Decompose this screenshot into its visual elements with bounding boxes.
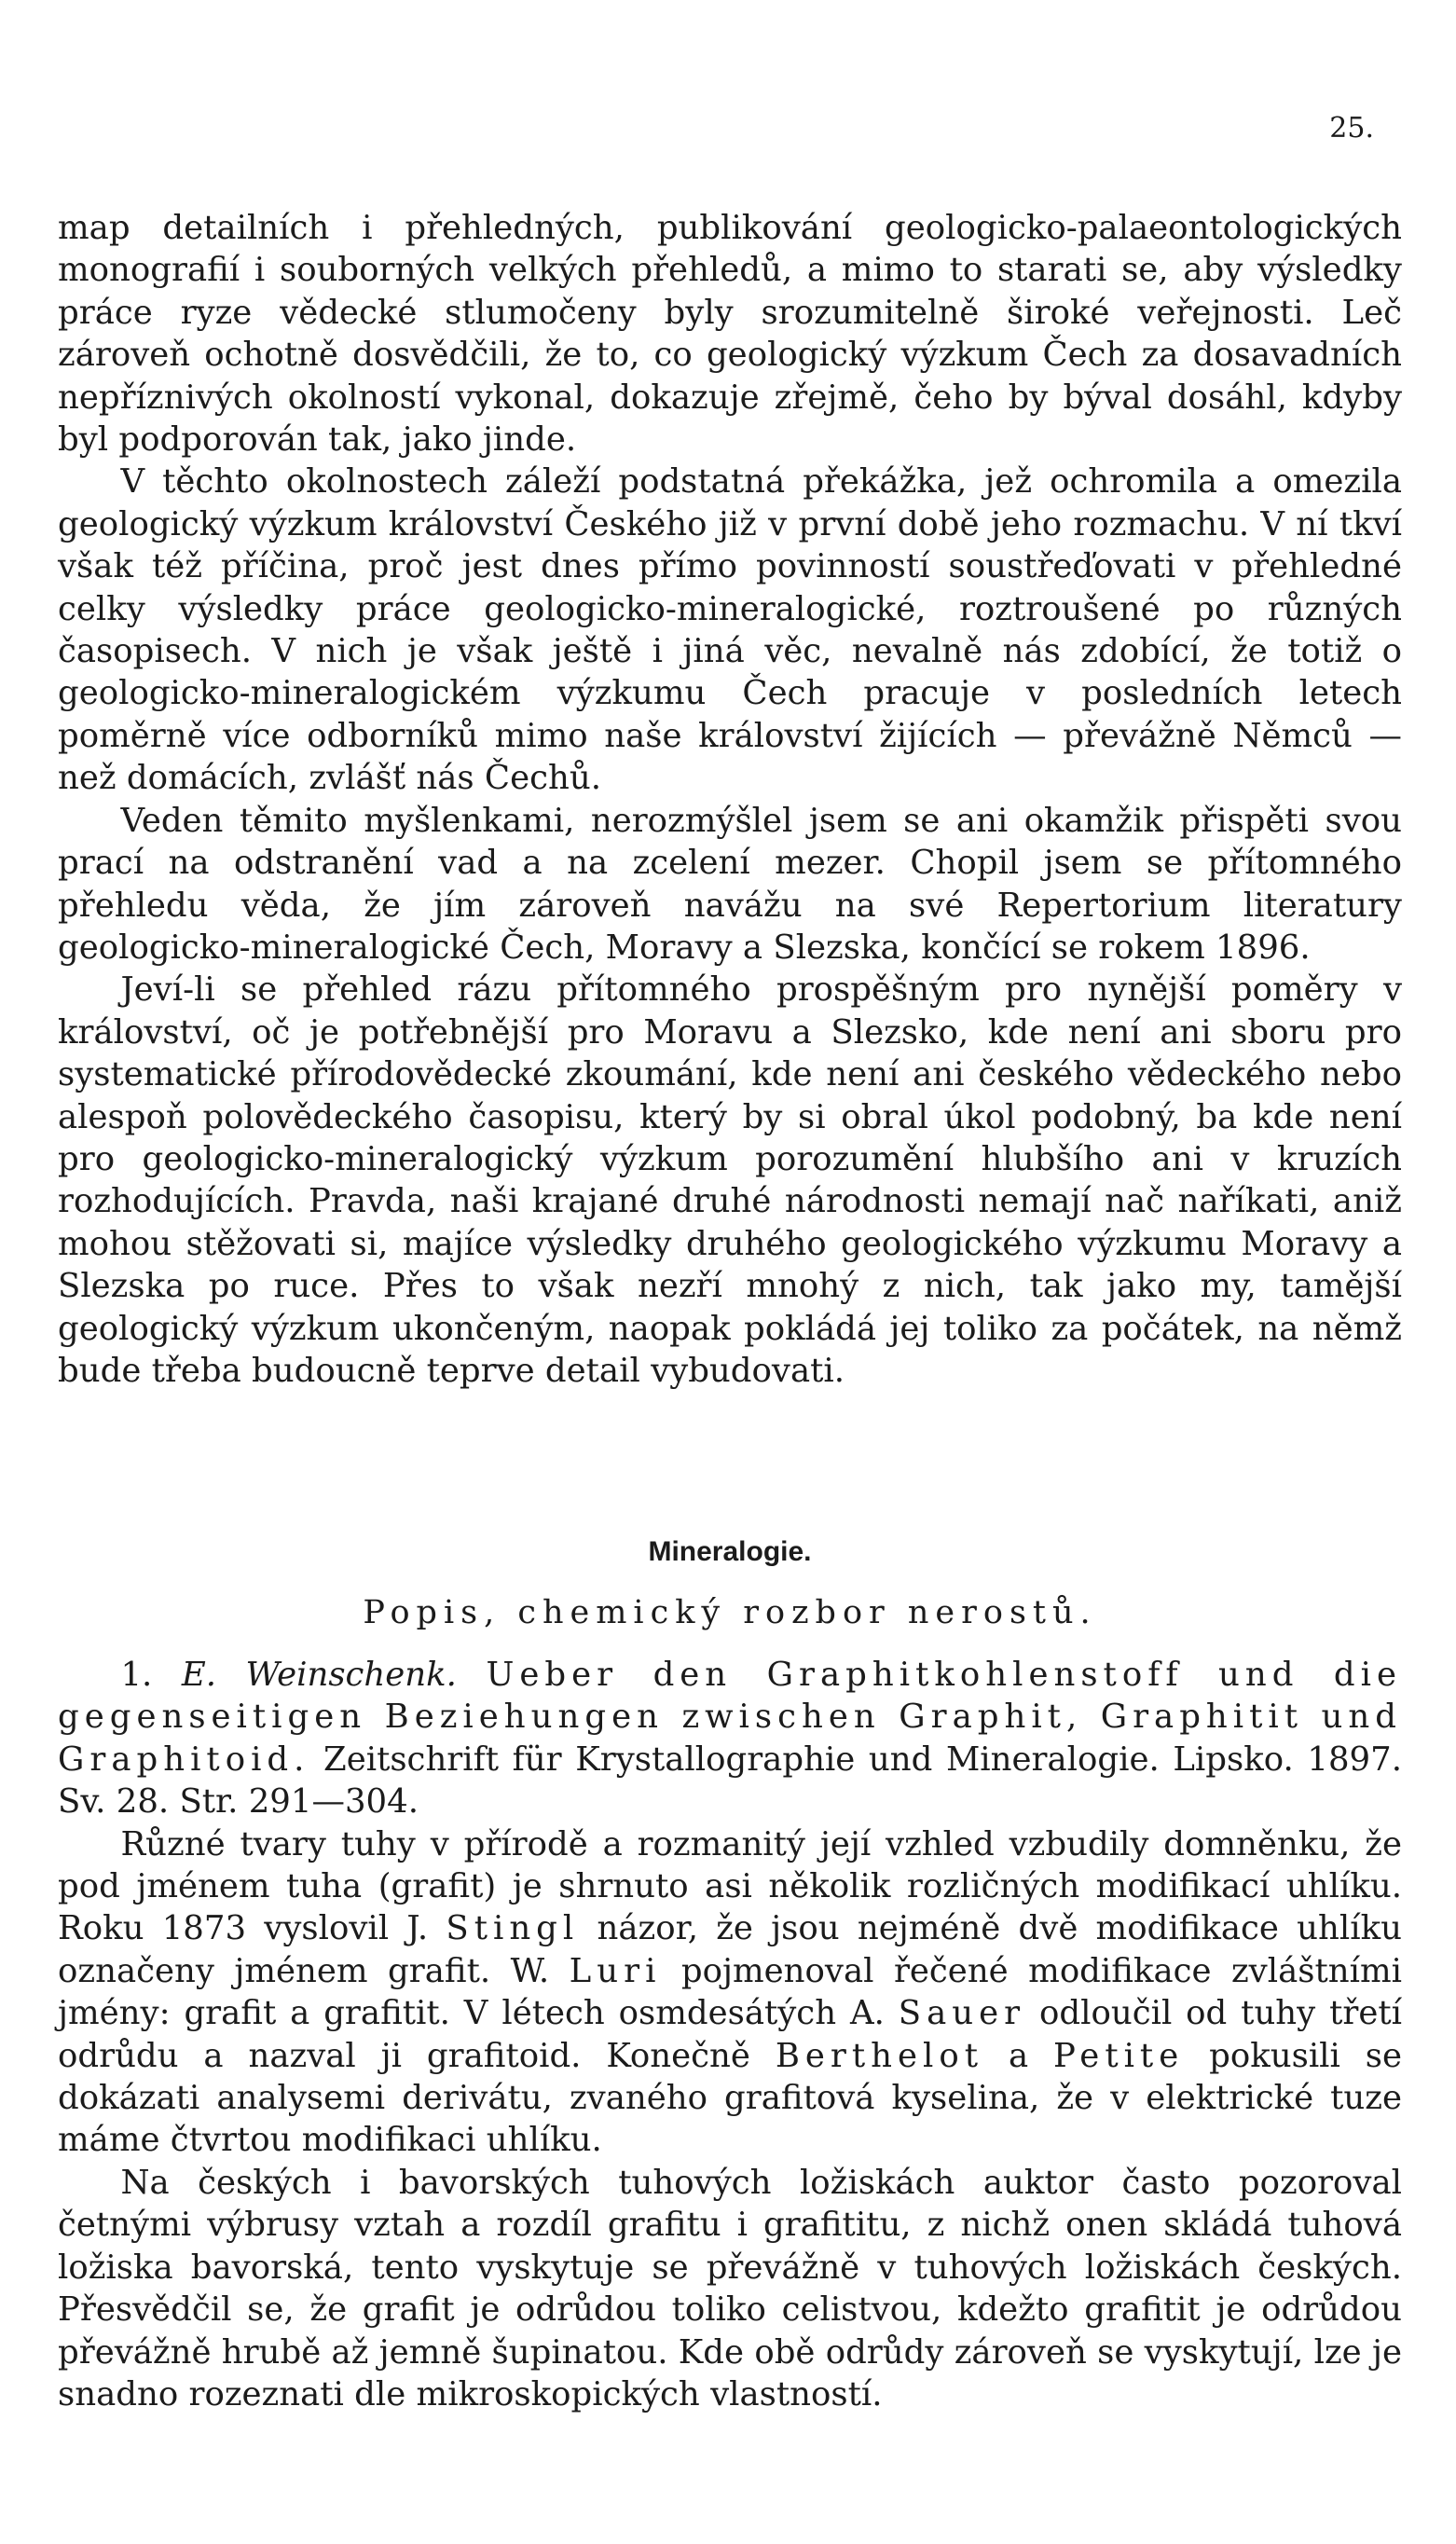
person-name-stingl: Stingl (446, 1909, 580, 1948)
paragraph-3: Veden těmito myšlenkami, nerozmýšlel jsem se ani okamžik přispěti svou prací na odstranění vad a na zcelení mezer. Chopil jsem se přítomného přehledu věda, že jím zároveň navážu na své Repertorium literatury geologicko-mineralogické Čech, Moravy a Slezska, končící se rokem 1896. (58, 801, 1402, 967)
intro-section (58, 207, 1402, 1392)
entry-title: Ueber den Graphitkohlenstoff und die gegenseitigen Beziehungen zwischen Graphit, Graphitit und Graphitoid. (58, 1656, 1402, 1779)
person-name-sauer: Sauer (898, 1994, 1026, 2033)
paragraph-5 (58, 1823, 1402, 2162)
bibliography-entry (58, 1654, 1402, 1823)
subheading-block (58, 1594, 1402, 1631)
person-name-berthelot: Berthelot (775, 2036, 984, 2075)
entry-number: 1. (120, 1656, 153, 1694)
entry-source: Zeitschrift für Krystallographie und Mineralogie. Lipsko. 1897. Sv. 28. Str. 291—304. (58, 1740, 1402, 1822)
paragraph-4: Jeví-li se přehled rázu přítomného prospěšným pro nynější poměry v království, oč je potřebnější pro Moravu a Slezsko, kde není ani sboru pro systematické přírodovědecké zkoumání, kde není ani českého vědeckého nebo alespoň polovědeckého časopisu, který by si obral úkol podobný, ba kde není pro geologicko-mineralogický výzkum porozumění hlubšího ani v kruzích rozhodujících. Pravda, naši krajané druhé národnosti nemají nač naříkati, aniž mohou stěžovati si, majíce výsledky druhého geologického výzkumu Moravy a Slezska po ruce. Přes to však nezří mnohý z nich, tak jako my, tamější geologický výzkum ukončeným, naopak pokládá jej toliko za počátek, na němž bude třeba budoucně teprve detail vybudovati. (58, 970, 1402, 1390)
paragraph-5-text-b: názor, že jsou nejméně dvě modifikace uhlíku označeny jménem grafit. W. (58, 1909, 1402, 1990)
entry-author: E. Weinschenk. (181, 1656, 457, 1694)
section-heading: Mineralogie. (648, 1536, 812, 1567)
paragraph-1: map detailních i přehledných, publikování geologicko-palaeontologických monografií i souborných velkých přehledů, a mimo to starati se, aby výsledky práce ryze vědecké stlumočeny byly srozumitelně široké veřejnosti. Leč zároveň ochotně dosvědčili, že to, co geologický výzkum Čech za dosavadních nepříznivých okolností vykonal, dokazuje zřejmě, čeho by býval dosáhl, kdyby byl podporován tak, jako jinde. (58, 209, 1402, 460)
paragraph-5-text-f: pokusili se dokázati analysemi derivátu, zvaného grafitová kyselina, že v elektrické tuze máme čtvrtou modifikaci uhlíku. (58, 2036, 1402, 2160)
section-heading-block (58, 1536, 1402, 1568)
section-subheading: Popis, chemický rozbor nerostů. (363, 1594, 1097, 1631)
paragraph-5-text-a: Různé tvary tuhy v přírodě a rozmanitý její vzhled vzbudily domněnku, že pod jménem tuha (grafit) je shrnuto asi několik rozličných modifikací uhlíku. Roku 1873 vyslovil J. (58, 1824, 1402, 1948)
person-name-luri: Luri (569, 1951, 662, 1990)
paragraph-2: V těchto okolnostech záleží podstatná překážka, jež ochromila a omezila geologický výzkum království Českého již v první době jeho rozmachu. V ní tkví však též příčina, proč jest dnes přímo povinností soustřeďovati v přehledné celky výsledky práce geologicko-mineralogické, roztroušené po různých časopisech. V nich je však ještě i jiná věc, nevalně nás zdobící, že totiž o geologicko-mineralogickém výzkumu Čech pracuje v posledních letech poměrně více odborníků mimo naše království žijících — převážně Němců — než domácích, zvlášť nás Čechů. (58, 462, 1402, 798)
paragraph-5-text-c: pojmenoval řečené modifikace zvláštními jmény: grafit a grafitit. V létech osmdesátých A. (58, 1951, 1402, 2033)
person-name-petite: Petite (1053, 2036, 1185, 2075)
bibliography-section (58, 1654, 1402, 2415)
paragraph-5-text-e: a (1008, 2036, 1029, 2075)
page-number: 25. (1329, 112, 1374, 144)
paragraph-6: Na českých i bavorských tuhových ložiskách auktor často pozoroval četnými výbrusy vztah a rozdíl grafitu i grafititu, z nichž onen skládá tuhová ložiska bavorská, tento vyskytuje se převážně v tuhových ložiskách českých. Přesvědčil se, že grafit je odrůdou toliko celistvou, kdežto grafitit je odrůdou převážně hrubě až jemně šupinatou. Kde obě odrůdy zároveň se vyskytují, lze je snadno rozeznati dle mikroskopických vlastností. (58, 2163, 1402, 2413)
paragraph-5-text-d: odloučil od tuhy třetí odrůdu a nazval ji grafitoid. Konečně (58, 1994, 1402, 2075)
